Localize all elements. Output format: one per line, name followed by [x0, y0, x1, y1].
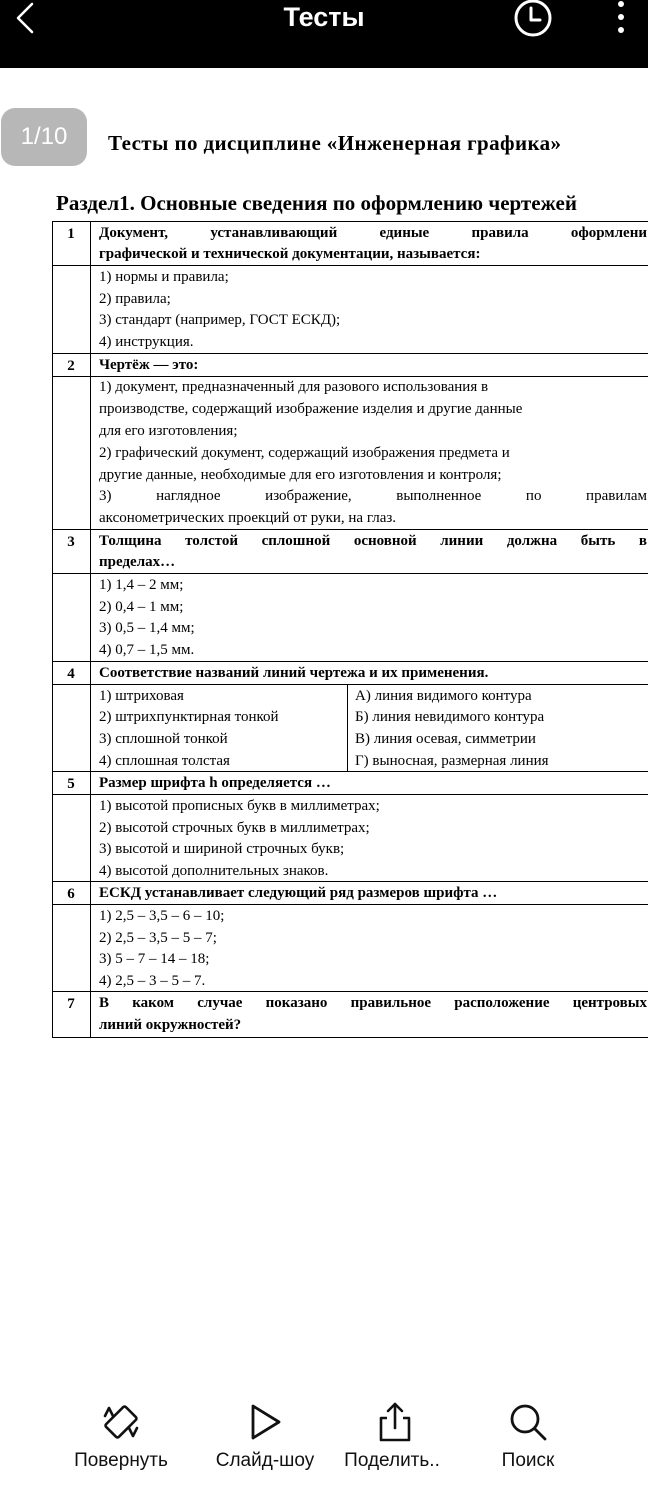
share-label: Поделить..	[344, 1450, 440, 1471]
question-text: линий окружностей?	[99, 1017, 242, 1033]
answer-option: 4) инструкция.	[99, 334, 194, 350]
question-text: графической и технической документации, называется:	[99, 246, 481, 262]
question-text: пределах…	[99, 554, 176, 570]
table-rule	[52, 1037, 648, 1038]
question-text: В каком случае показано правильное расположение центровых	[99, 995, 647, 1011]
question-text: Размер шрифта h определяется …	[99, 775, 331, 791]
answer-option: для его изготовления;	[99, 423, 238, 439]
table-rule	[347, 684, 348, 772]
question-number: 4	[67, 666, 75, 682]
document-title: Тесты по дисциплине «Инженерная графика»	[108, 131, 562, 155]
line-type-item: 3) сплошной тонкой	[99, 731, 228, 747]
answer-option: 3) наглядное изображение, выполненное по правилам	[99, 488, 647, 504]
question-number: 6	[67, 886, 75, 902]
answer-option: 1) документ, предназначенный для разового использования в	[99, 379, 489, 395]
question-number: 5	[67, 776, 75, 792]
share-icon	[373, 1400, 417, 1444]
share-button[interactable]	[336, 1392, 448, 1482]
table-rule	[52, 221, 648, 222]
answer-option: 2) высотой строчных букв в миллиметрах;	[99, 820, 370, 836]
answer-option: 2) правила;	[99, 291, 171, 307]
answer-option: 4) 2,5 – 3 – 5 – 7.	[99, 973, 206, 989]
line-type-item: 1) штриховая	[99, 688, 184, 704]
search-icon	[506, 1400, 550, 1444]
screen-title: Тесты	[283, 2, 365, 32]
search-label: Поиск	[501, 1450, 555, 1471]
page-indicator: 1/10	[1, 108, 87, 166]
rotate-button[interactable]	[60, 1392, 182, 1482]
rotate-label: Повернуть	[74, 1450, 168, 1471]
line-type-item: 4) сплошная толстая	[99, 753, 230, 769]
line-usage-item: В) линия осевая, симметрии	[355, 731, 536, 747]
question-number: 1	[67, 226, 75, 242]
question-text: Соответствие названий линий чертежа и их применения.	[99, 665, 489, 681]
answer-option: 3) стандарт (например, ГОСТ ЕСКД);	[99, 312, 341, 328]
slideshow-button[interactable]	[206, 1392, 324, 1482]
question-text: Чертёж — это:	[99, 357, 199, 373]
search-button[interactable]	[478, 1392, 578, 1482]
question-text: Толщина толстой сплошной основной линии должна быть в	[99, 533, 647, 549]
answer-option: 1) 1,4 – 2 мм;	[99, 577, 184, 593]
answer-option: 3) 5 – 7 – 14 – 18;	[99, 951, 210, 967]
answer-option: 3) высотой и шириной строчных букв;	[99, 841, 345, 857]
bottom-toolbar	[0, 1392, 648, 1485]
answer-option: другие данные, необходимые для его изготовления и контроля;	[99, 467, 502, 483]
line-usage-item: Г) выносная, размерная линия	[355, 753, 549, 769]
answer-option: производстве, содержащий изображение изделия и другие данные	[99, 401, 523, 417]
answer-option: 1) нормы и правила;	[99, 269, 229, 285]
table-rule	[52, 221, 53, 1038]
question-text: ЕСКД устанавливает следующий ряд размеров шрифта …	[99, 885, 498, 901]
answer-option: 2) 0,4 – 1 мм;	[99, 599, 184, 615]
answer-option: 3) 0,5 – 1,4 мм;	[99, 620, 195, 636]
play-icon	[243, 1400, 287, 1444]
line-usage-item: Б) линия невидимого контура	[355, 709, 545, 725]
answer-option: 2) графический документ, содержащий изображения предмета и	[99, 445, 510, 461]
answer-option: 1) высотой прописных букв в миллиметрах;	[99, 798, 380, 814]
question-number: 2	[67, 358, 75, 374]
answer-option: 4) 0,7 – 1,5 мм.	[99, 642, 195, 658]
question-text: Документ, устанавливающий единые правила оформлени	[99, 225, 647, 241]
question-number: 7	[67, 996, 75, 1012]
rotate-icon	[99, 1400, 143, 1444]
question-number: 3	[67, 534, 75, 550]
answer-option: 2) 2,5 – 3,5 – 5 – 7;	[99, 930, 217, 946]
line-type-item: 2) штрихпунктирная тонкой	[99, 709, 279, 725]
table-rule	[90, 221, 91, 1038]
answer-option: 1) 2,5 – 3,5 – 6 – 10;	[99, 908, 225, 924]
section-title: Раздел1. Основные сведения по оформлению чертежей	[56, 191, 577, 215]
slideshow-label: Слайд-шоу	[215, 1450, 315, 1471]
line-usage-item: А) линия видимого контура	[355, 688, 532, 704]
answer-option: аксонометрических проекций от руки, на глаз.	[99, 510, 397, 526]
answer-option: 4) высотой дополнительных знаков.	[99, 863, 329, 879]
